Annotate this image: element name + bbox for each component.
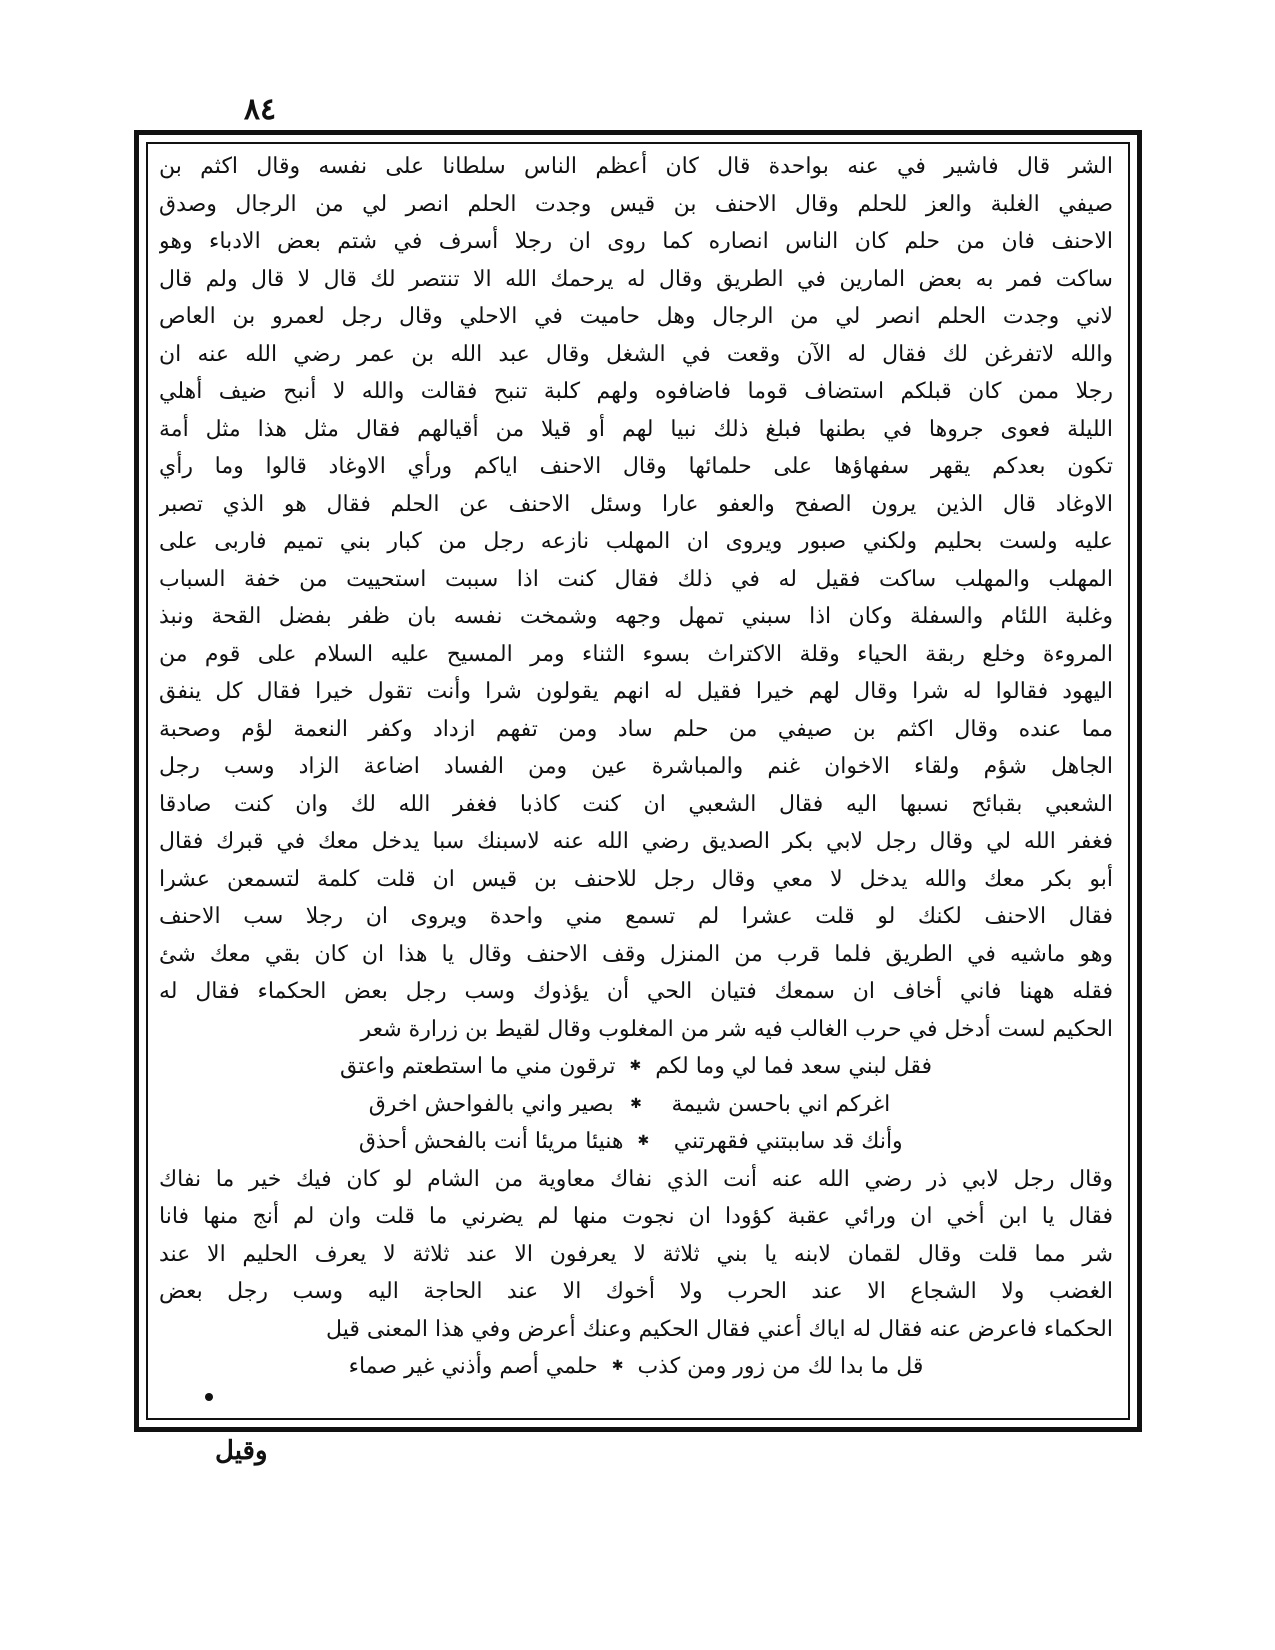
text-line: صيفي الغلبة والعز للحلم وقال الاحنف بن قيس وجدت الحلم انصر لي من الرجال وصدق — [159, 191, 1113, 217]
page-text — [153, 148, 1119, 1418]
verse-block-1 — [159, 1048, 1113, 1161]
text-line: أبو بكر معك والله يدخل لا معي وقال رجل للاحنف بن قيس ان قلت كلمة لتسمعن عشرا — [159, 866, 1113, 892]
text-line: لاني وجدت الحلم انصر لي من الرجال وهل حاميت في الاحلي وقال رجل لعمرو بن العاص — [159, 304, 1113, 329]
text-line: فغفر الله لي وقال رجل لابي بكر الصديق رضي الله عنه لاسبنك سبا يدخل معك في قبرك فقال — [159, 829, 1113, 854]
text-line: الحكماء فاعرض عنه فقال له اياك أعني فقال الحكيم وعنك أعرض وفي هذا المعنى قيل — [326, 1316, 1113, 1342]
prose-block-1 — [159, 148, 1113, 1048]
text-line: والله لاتفرغن لك فقال له الآن وقعت في الشغل وقال عبد الله بن عمر رضي الله عنه ان — [159, 341, 1113, 367]
text-line: المهلب والمهلب ساكت فقيل له في ذلك فقال كنت اذا سببت استحييت من خفة السباب — [159, 566, 1113, 592]
end-dot-icon — [205, 1393, 213, 1401]
verse-hemistich-right: اغركم اني باحسن شيمة — [671, 1091, 891, 1117]
text-line: شر مما قلت وقال لقمان لابنه يا بني ثلاثة لا يعرفون الا عند ثلاثة لا يعرف الحليم الا عند — [159, 1241, 1113, 1267]
text-line: وقال رجل لابي ذر رضي الله عنه أنت الذي نفاك معاوية من الشام لو كان فيك خير ما نفاك — [159, 1166, 1113, 1192]
text-line: الاحنف فان من حلم كان الناس انصاره كما روى ان رجلا أسرف في شتم بعض الادباء وهو — [159, 229, 1113, 254]
text-line: المروءة وخلع ربقة الحياء وقلة الاكتراث بسوء الثناء ومر المسيح عليه السلام على قوم من — [159, 641, 1113, 667]
text-line: عليه ولست بحليم ولكني صبور ويروى ان المهلب نازعه رجل من كبار بني تميم فاربى على — [159, 529, 1113, 554]
hemistich-separator-icon: ✱ — [637, 1133, 650, 1149]
text-line: الحكيم لست أدخل في حرب الغالب فيه شر من المغلوب وقال لقيط بن زرارة شعر — [360, 1016, 1113, 1042]
text-line: الشعبي بقبائح نسبها اليه فقال الشعبي ان كنت كاذبا فغفر الله لك وان كنت صادقا — [159, 791, 1113, 817]
verse-line — [159, 1123, 1113, 1161]
hemistich-separator-icon: ✱ — [629, 1058, 642, 1074]
verse-hemistich-right: فقل لبني سعد فما لي وما لكم — [655, 1054, 932, 1079]
text-line: فقله ههنا فاني أخاف ان سمعك فتيان الحي أن يؤذوك وسب رجل بعض الحكماء فقال له — [159, 979, 1113, 1004]
verse-hemistich-right: وأنك قد ساببتني فقهرتني — [673, 1129, 903, 1154]
text-line: تكون بعدكم يقهر سفهاؤها على حلمائها وقال الاحنف اياكم ورأي الاوغاد قالوا وما رأي — [159, 454, 1113, 479]
verse-hemistich-left: بصير واني بالفواحش اخرق — [368, 1091, 614, 1117]
text-line: وهو ماشيه في الطريق فلما قرب من المنزل وقف الاحنف وقال يا هذا ان كان بقي معك شئ — [159, 941, 1113, 967]
text-line: فقال يا ابن أخي ان ورائي عقبة كؤودا ان نجوت منها لم يضرني ما قلت وان لم أنج منها فانا — [159, 1204, 1113, 1229]
hemistich-separator-icon: ✱ — [611, 1358, 624, 1374]
text-line: وغلبة اللئام والسفلة وكان اذا سبني تمهل وجهه وشمخت نفسه بان ظفر بفضل القحة ونبذ — [159, 604, 1113, 629]
final-verse — [159, 1348, 1113, 1386]
text-line: الجاهل شؤم ولقاء الاخوان غنم والمباشرة عين ومن الفساد اضاعة الزاد وسب رجل — [159, 754, 1113, 779]
text-line: الشر قال فاشير في عنه بواحدة قال كان أعظم الناس سلطانا على نفسه وقال اكثم بن — [159, 154, 1113, 179]
verse-hemistich-left: ترقون مني ما استطعتم واعتق — [340, 1054, 616, 1079]
page-number: ٨٤ — [243, 92, 277, 127]
text-line: رجلا ممن كان قبلكم استضاف قوما فاضافوه ولهم كلبة تنبح فقالت والله لا أنبح ضيف أهلي — [159, 379, 1113, 404]
verse-line — [159, 1086, 1113, 1124]
verse-hemistich-left: هنيئا مريئا أنت بالفحش أحذق — [358, 1129, 624, 1154]
text-line: الاوغاد قال الذين يرون الصفح والعفو عارا وسئل الاحنف عن الحلم فقال هو الذي تصبر — [159, 491, 1113, 517]
text-line: مما عنده وقال اكثم بن صيفي من حلم ساد ومن تفهم ازداد وكفر النعمة لؤم وصحبة — [159, 716, 1113, 742]
text-line: ساكت فمر به بعض المارين في الطريق وقال له يرحمك الله الا تنتصر لك قال لا قال ولم قال — [159, 266, 1113, 292]
hemistich-separator-icon: ✱ — [630, 1095, 642, 1112]
final-verse-right: قل ما بدا لك من زور ومن كذب — [637, 1354, 924, 1379]
text-line: فقال الاحنف لكنك لو قلت عشرا لم تسمع مني واحدة ويروى ان رجلا سب الاحنف — [159, 904, 1113, 929]
final-verse-left: حلمي أصم وأذني غير صماء — [348, 1354, 598, 1379]
text-line: الليلة فعوى جروها في بطنها فبلغ ذلك نبيا لهم أو قيلا من أقيالهم فقال مثل هذا مثل أمة — [159, 416, 1113, 442]
catchword: وقيل — [215, 1436, 268, 1466]
prose-block-2 — [159, 1161, 1113, 1349]
text-line: الغضب ولا الشجاع الا عند الحرب ولا أخوك الا عند الحاجة اليه وسب رجل بعض — [159, 1279, 1113, 1304]
verse-line — [159, 1048, 1113, 1086]
text-line: اليهود فقالوا له شرا وقال لهم خيرا فقيل له انهم يقولون شرا وأنت تقول خيرا فقال كل ينفق — [159, 679, 1113, 704]
